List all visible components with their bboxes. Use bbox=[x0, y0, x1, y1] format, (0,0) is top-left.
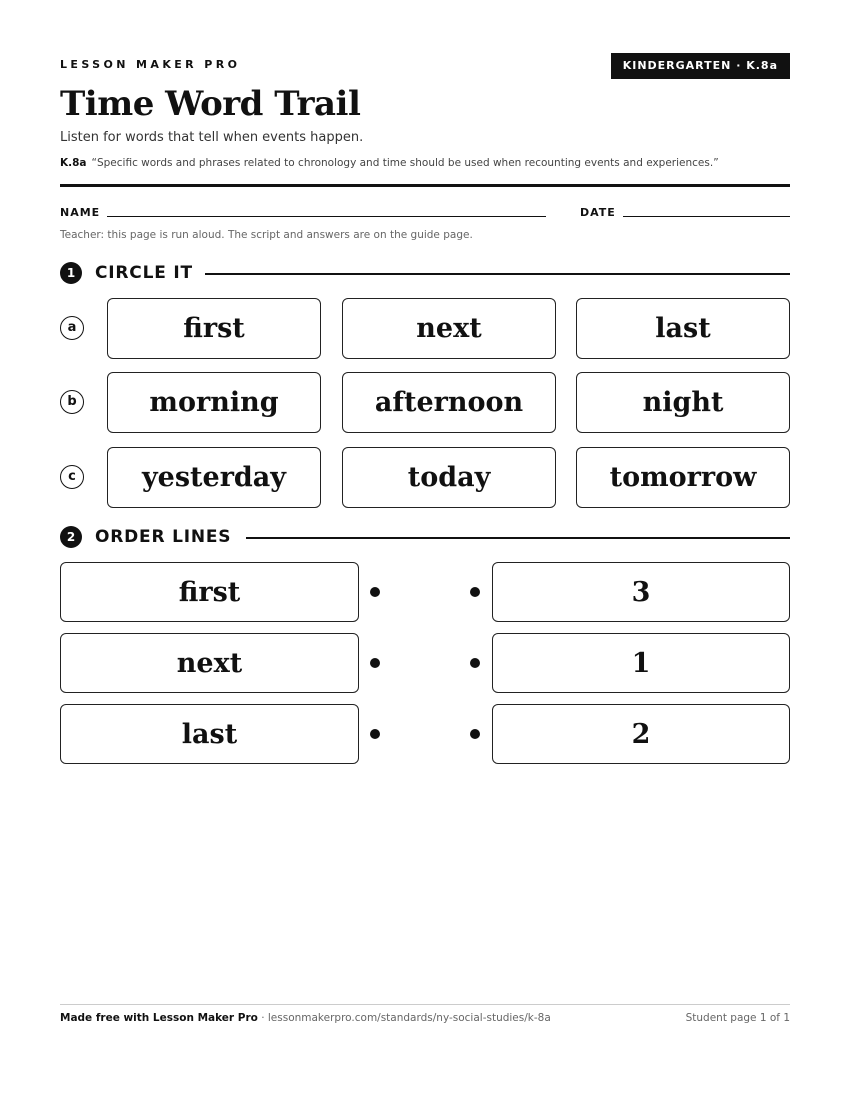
word-option[interactable]: today bbox=[342, 447, 556, 508]
footer-divider bbox=[60, 1004, 790, 1005]
footer-page-number: Student page 1 of 1 bbox=[685, 1012, 790, 1024]
match-dot-left[interactable] bbox=[370, 729, 380, 739]
standard-text: “Specific words and phrases related to chronology and time should be used when recounting events and experiences.” bbox=[91, 157, 719, 169]
row-letter-c: c bbox=[60, 465, 84, 489]
section-title: ORDER LINES bbox=[95, 527, 232, 547]
word-option[interactable]: afternoon bbox=[342, 372, 556, 433]
word-option[interactable]: night bbox=[576, 372, 790, 433]
footer-url[interactable]: · lessonmakerpro.com/standards/ny-social-studies/k-8a bbox=[257, 1012, 551, 1024]
word-option[interactable]: morning bbox=[107, 372, 321, 433]
word-option[interactable]: last bbox=[576, 298, 790, 359]
footer-credit bbox=[60, 1012, 551, 1024]
standard-statement bbox=[60, 157, 719, 169]
name-label: NAME bbox=[60, 206, 101, 219]
section-number: 2 bbox=[60, 526, 82, 548]
section-rule bbox=[246, 537, 790, 539]
order-number-box[interactable]: 3 bbox=[492, 562, 790, 622]
date-input-line[interactable] bbox=[623, 216, 790, 217]
date-label: DATE bbox=[580, 206, 616, 219]
section-title: CIRCLE IT bbox=[95, 263, 193, 283]
page-subtitle: Listen for words that tell when events happen. bbox=[60, 130, 364, 145]
header-divider bbox=[60, 184, 790, 187]
word-option[interactable]: yesterday bbox=[107, 447, 321, 508]
standard-code: K.8a bbox=[60, 157, 87, 169]
match-dot-left[interactable] bbox=[370, 587, 380, 597]
footer-made-with: Made free with Lesson Maker Pro bbox=[60, 1012, 258, 1024]
name-input-line[interactable] bbox=[107, 216, 546, 217]
order-number-box[interactable]: 2 bbox=[492, 704, 790, 764]
order-word-box[interactable]: first bbox=[60, 562, 359, 622]
row-letter-a: a bbox=[60, 316, 84, 340]
section-circle-it-header bbox=[60, 261, 790, 285]
word-option[interactable]: tomorrow bbox=[576, 447, 790, 508]
match-dot-right[interactable] bbox=[470, 587, 480, 597]
page-title: Time Word Trail bbox=[60, 84, 361, 124]
row-letter-b: b bbox=[60, 390, 84, 414]
word-option[interactable]: first bbox=[107, 298, 321, 359]
section-rule bbox=[205, 273, 790, 275]
order-number-box[interactable]: 1 bbox=[492, 633, 790, 693]
section-order-lines-header bbox=[60, 525, 790, 549]
match-dot-right[interactable] bbox=[470, 658, 480, 668]
teacher-note: Teacher: this page is run aloud. The script and answers are on the guide page. bbox=[60, 229, 473, 241]
match-dot-right[interactable] bbox=[470, 729, 480, 739]
brand-name: LESSON MAKER PRO bbox=[60, 58, 241, 71]
word-option[interactable]: next bbox=[342, 298, 556, 359]
worksheet-page bbox=[60, 0, 790, 1100]
section-number: 1 bbox=[60, 262, 82, 284]
order-word-box[interactable]: last bbox=[60, 704, 359, 764]
order-word-box[interactable]: next bbox=[60, 633, 359, 693]
grade-badge: KINDERGARTEN · K.8a bbox=[611, 53, 790, 79]
match-dot-left[interactable] bbox=[370, 658, 380, 668]
